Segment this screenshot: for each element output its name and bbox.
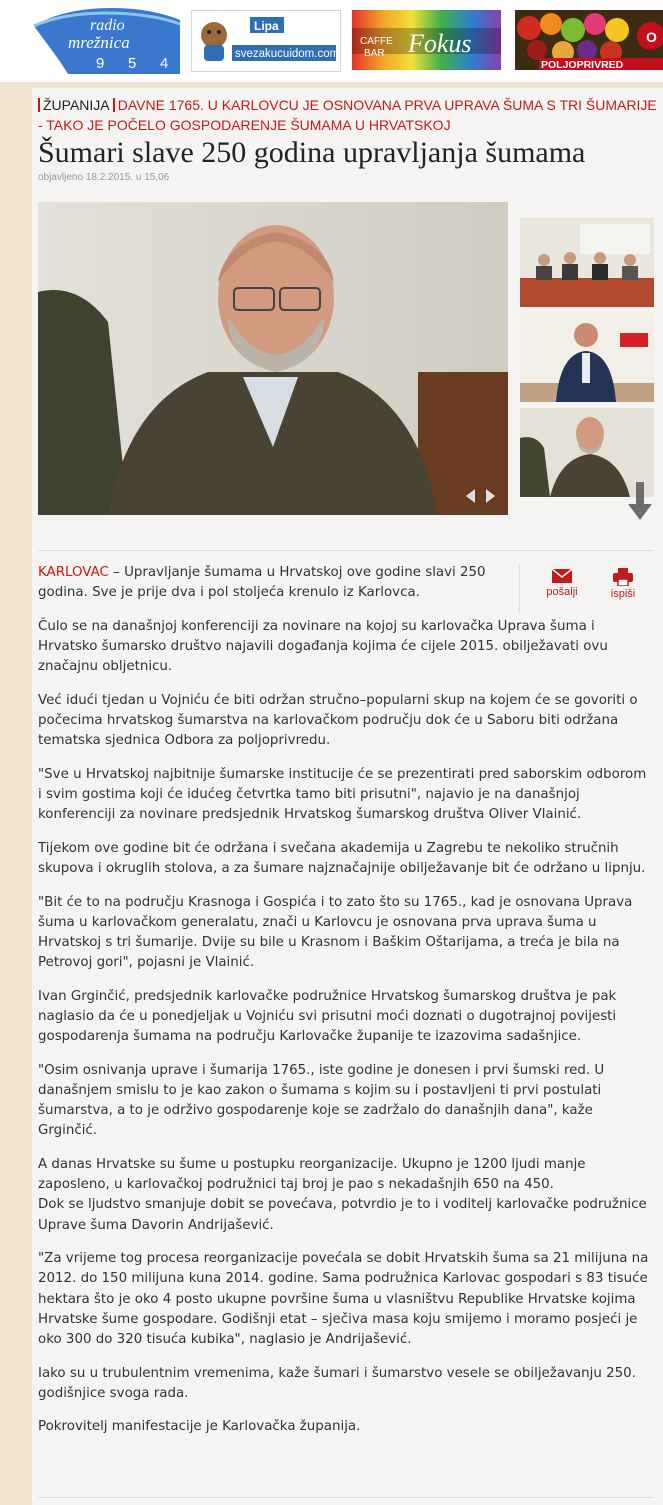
body-paragraph: Pokrovitelj manifestacije je Karlovačka županija.	[38, 1419, 361, 1435]
banner-svezakucuidom[interactable]	[191, 10, 341, 72]
logo-digit-1: 9	[96, 55, 105, 72]
banner-fokus-art	[352, 10, 501, 70]
thumb2-art	[520, 313, 654, 402]
banner-poljoprivreda-art	[515, 10, 663, 70]
lead-paragraph	[38, 563, 488, 603]
body-paragraph: Tijekom ove godine bit će održana i svečana akademija u Zagrebu te nekoliko stručnih skupova i okruglih stolova, a za šumare najznačajnije obilježavanje bit će održano u lipnju.	[38, 840, 646, 876]
banner-svezakucuidom-art	[192, 11, 340, 71]
kicker-bar	[113, 98, 115, 112]
banner-fokus-bar: BAR	[364, 48, 385, 59]
thumb1-art	[520, 218, 654, 307]
logo-digit-2: 5	[128, 55, 137, 72]
logo-word-radio: radio	[90, 17, 125, 34]
radio-mreznica-logo[interactable]	[32, 6, 182, 74]
article-kicker	[38, 95, 658, 135]
logo-word-mreznica: mrežnica	[68, 33, 130, 52]
body-paragraph: "Bit će to na području Krasnoga i Gospića i to zato što su 1765., kad je osnovana Uprava šuma u karlovačkom generalatu, znači u Karlovcu je osnovana prva uprava šuma u Hrvatskoj s tri šumarije. Dvije su bile u Krasnom i Baškim Oštarijama, a treća je bila na Petrovoj gori", pojasni je Vlainić.	[38, 894, 633, 971]
banner-fokus-caffe: CAFFE	[360, 36, 393, 47]
banner-lipa-brand: Lipa	[254, 19, 279, 33]
section-link[interactable]: ŽUPANIJA	[43, 97, 109, 113]
article-body	[38, 563, 654, 1451]
body-paragraph: Ivan Grginčić, predsjednik karlovačke podružnice Hrvatskog šumarskog društva je pak naglasio da će u ponedjeljak u Vojniću svi prisutni moći doznati o dugotrajnoj povijesti gospodarenja šumama na području Karlovačke županije te izazovima sadašnjice.	[38, 988, 617, 1045]
main-photo[interactable]	[38, 202, 508, 515]
divider	[38, 1497, 654, 1498]
divider	[38, 550, 654, 551]
lead-text: – Upravljanje šumama u Hrvatskoj ove godine slavi 250 godina. Sve je prije dva i pol stoljeća krenulo iz Karlovca.	[38, 565, 486, 601]
gallery-next-arrow-icon[interactable]	[486, 489, 495, 503]
banner-poljoprivreda-letter: O	[646, 29, 657, 45]
body-line: Dok se ljudstvo smanjuje dobit se povećava, potvrdio je to i voditelj karlovačke podružnice Uprave šuma Davorin Andrijašević.	[38, 1197, 647, 1233]
body-paragraph: "Za vrijeme tog procesa reorganizacije povećala se dobit Hrvatskih šuma sa 21 milijuna na 2012. do 150 milijuna kuna 2014. godine. Sama podružnica Karlovac gospodari s 83 tisuće hektara što je oko 4 posto ukupne površine šuma u vlasništvu Republike Hrvatske kojima Hrvatske šume gospodare. Godišnji etat – sječiva masa koju smijemo i moramo posjeći je oko 300 do 320 tisuća kubika", naglasio je Andrijašević.	[38, 1251, 649, 1348]
banner-svezakucuidom-text: svezakucuidom.com	[235, 48, 340, 60]
banner-poljoprivreda-text: POLJOPRIVRED	[541, 59, 624, 70]
body-paragraph: Čulo se na današnjoj konferenciji za novinare na kojoj su karlovačka Uprava šuma i Hrvatsko šumarsko društvo najavili događanja kojima će cijele 2015. obilježavati ovu značajnu obljetnicu.	[38, 618, 608, 675]
body-paragraph: "Osim osnivanja uprave i šumarija 1765., iste godine je donesen i prvi šumski red. U današnjem smislu to je kao zakon o šumama s kojim su i postavljeni ti prvi postulati šumarstva, a to je održivo gospodarenje koje se zadržalo do današnjih dana", kaže Grginčić.	[38, 1062, 605, 1139]
gallery-down-arrow-icon[interactable]	[627, 482, 653, 522]
dateline-city: KARLOVAC	[38, 565, 109, 580]
main-photo-art	[38, 202, 508, 515]
print-label: ispiši	[610, 588, 636, 600]
body-paragraph: "Sve u Hrvatskoj najbitnije šumarske institucije će se prezentirati pred saborskim odborom i svim gostima koji će idućeg četvrtka tamo biti prisutni", najavio je na današnjoj konferenciji za novinare predsjednik Hrvatskog šumarskog društva Oliver Vlainić.	[38, 766, 647, 823]
gallery-thumbnail[interactable]	[520, 218, 654, 307]
body-paragraph: Iako su u trubulentnim vremenima, kaže šumari i šumarstvo vesele se obilježavanju 250. godišnjice svoga rada.	[38, 1365, 636, 1401]
gallery-prev-arrow-icon[interactable]	[466, 489, 475, 503]
logo-digit-3: 4	[160, 55, 169, 72]
article-title: Šumari slave 250 godina upravljanja šumama	[38, 136, 586, 169]
body-line: A danas Hrvatske su šume u postupku reorganizacije. Ukupno je 1200 ljudi manje zaposleno, u karlovačkoj podružnici taj broj je pao s nekadašnjih 650 na 450.	[38, 1157, 586, 1193]
body-paragraph	[38, 1155, 654, 1236]
gallery-thumbnail[interactable]	[520, 313, 654, 402]
kicker-bar	[38, 98, 40, 112]
published-date: objavljeno 18.2.2015. u 15,06	[38, 172, 170, 183]
banner-caffe-bar-fokus[interactable]	[352, 10, 501, 70]
banner-poljoprivreda[interactable]	[515, 10, 663, 70]
site-header	[0, 0, 663, 82]
banner-fokus-title: Fokus	[408, 29, 472, 58]
body-paragraph: Već idući tjedan u Vojniću će biti održan stručno–popularni skup na kojem će se govoriti o počecima hrvatskog šumarstva na karlovačkom području dok će u Saboru biti održana tematska sjednica Odbora za poljoprivredu.	[38, 692, 638, 749]
kicker-text: DAVNE 1765. U KARLOVCU JE OSNOVANA PRVA UPRAVA ŠUMA S TRI ŠUMARIJE - TAKO JE POČELO GOSPODARENJE ŠUMAMA U HRVATSKOJ	[38, 97, 657, 133]
send-label: pošalji	[546, 586, 578, 598]
